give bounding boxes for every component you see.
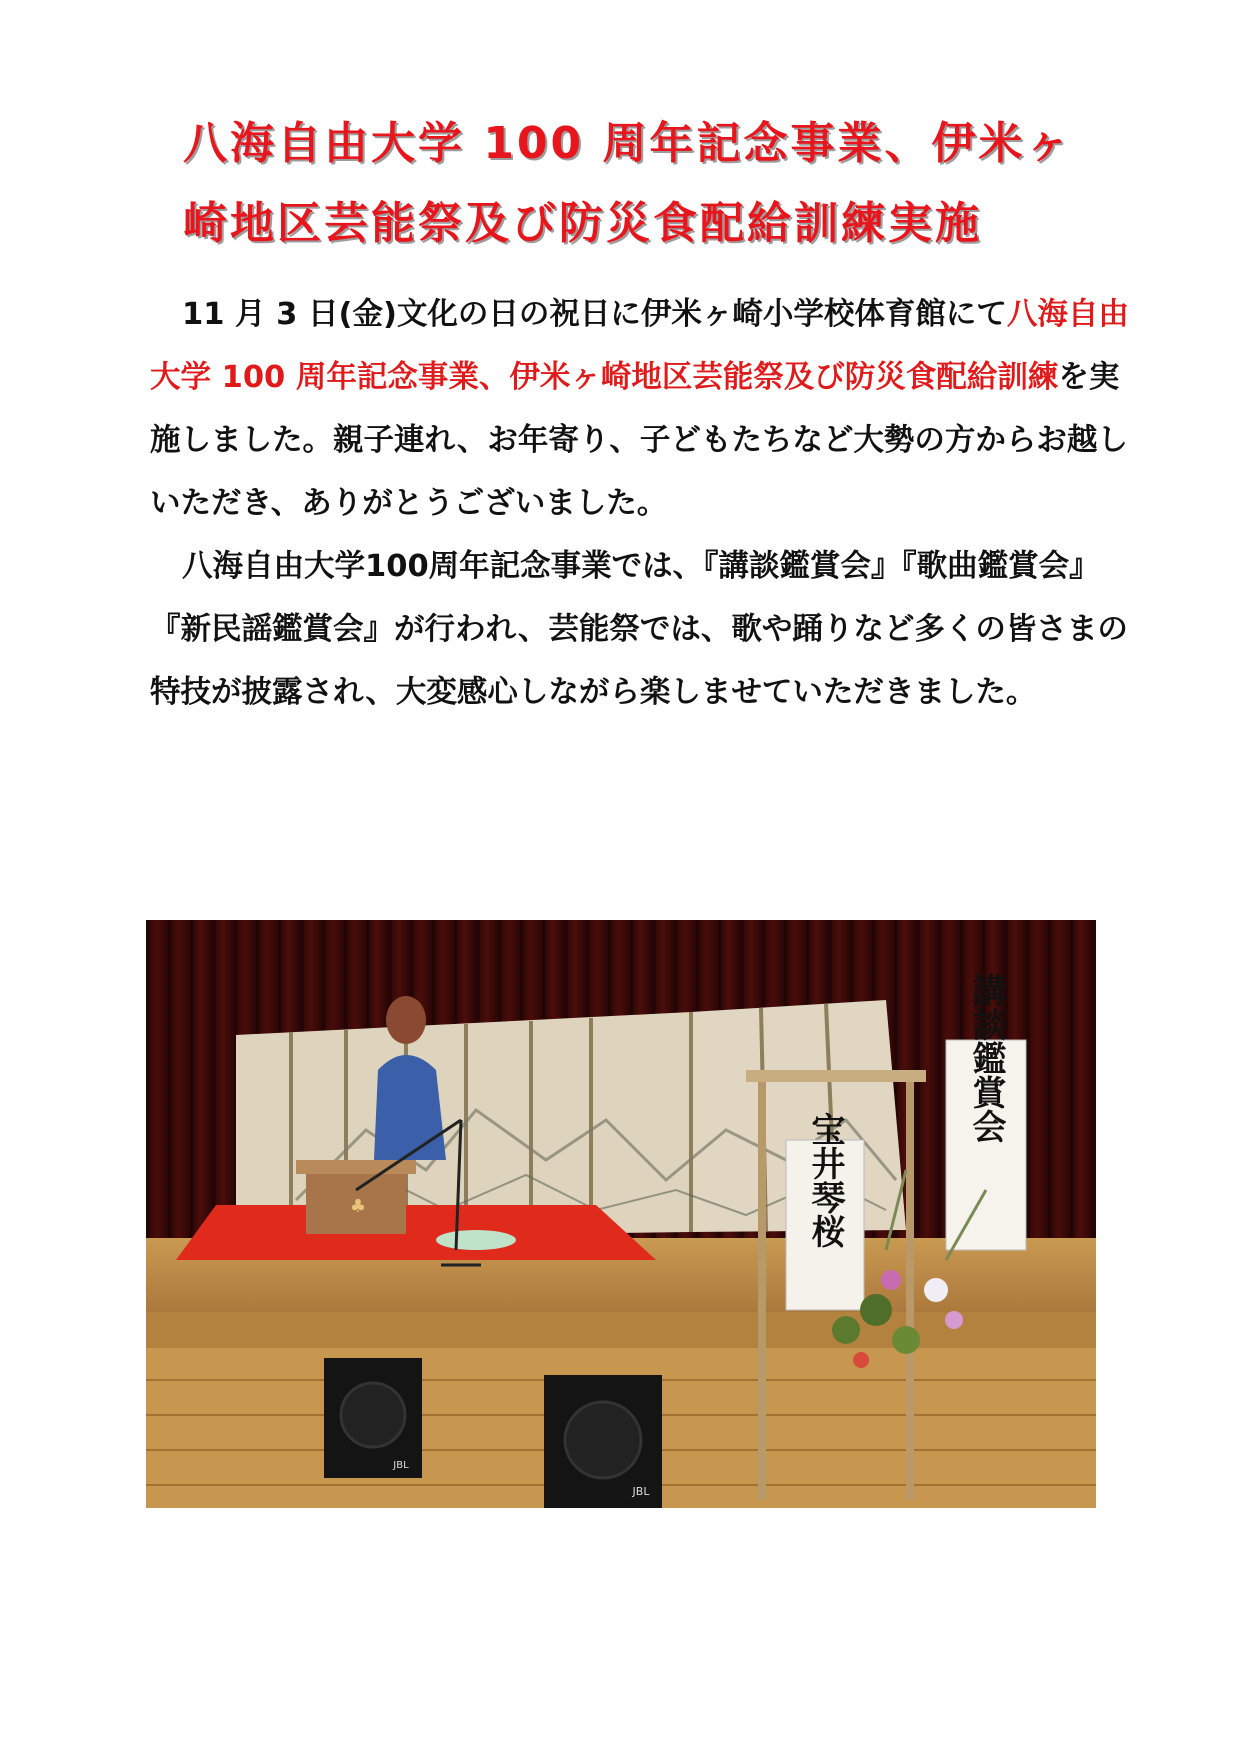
- title-line-1: 八海自由大学 100 周年記念事業、伊米ヶ: [183, 118, 1073, 169]
- paragraph-1-highlight: 八海自由大学 100 周年記念事業、伊米ヶ崎地区芸能祭及び防災食配給訓練: [150, 297, 1129, 395]
- speaker-right-brand: JBL: [632, 1485, 650, 1498]
- paragraph-1-intro: 11 月 3 日(金)文化の日の祝日に伊米ヶ崎小学校体育館にて: [182, 297, 1007, 332]
- speaker-left: [324, 1358, 422, 1478]
- title-line-2: 崎地区芸能祭及び防災食配給訓練実施: [183, 198, 982, 249]
- performer-name: 宝井琴桜: [805, 1112, 845, 1248]
- paragraph-2: 八海自由大学100周年記念事業では、『講談鑑賞会』『歌曲鑑賞会』『新民謡鑑賞会』が行われ、芸能祭では、歌や踊りなど多くの皆さまの特技が披露され、大変感心しながら楽しませていただきました。: [150, 549, 1128, 710]
- red-carpet: [176, 1205, 656, 1260]
- event-name: 講談鑑賞会: [966, 973, 1006, 1143]
- lectern: [296, 1160, 416, 1234]
- article-body: [150, 283, 1140, 724]
- paragraph-1: [150, 283, 1140, 535]
- page-title: [183, 104, 1143, 264]
- speaker-left-brand: JBL: [393, 1460, 409, 1471]
- svg-text:♣: ♣: [349, 1196, 367, 1217]
- stage-scene: [146, 920, 1096, 1508]
- event-photo: [146, 920, 1096, 1508]
- speaker-right: [544, 1375, 662, 1508]
- paragraph-1-rest: を実施しました。親子連れ、お年寄り、子どもたちなど大勢の方からお越しいただき、ありがとうございました。: [150, 360, 1128, 521]
